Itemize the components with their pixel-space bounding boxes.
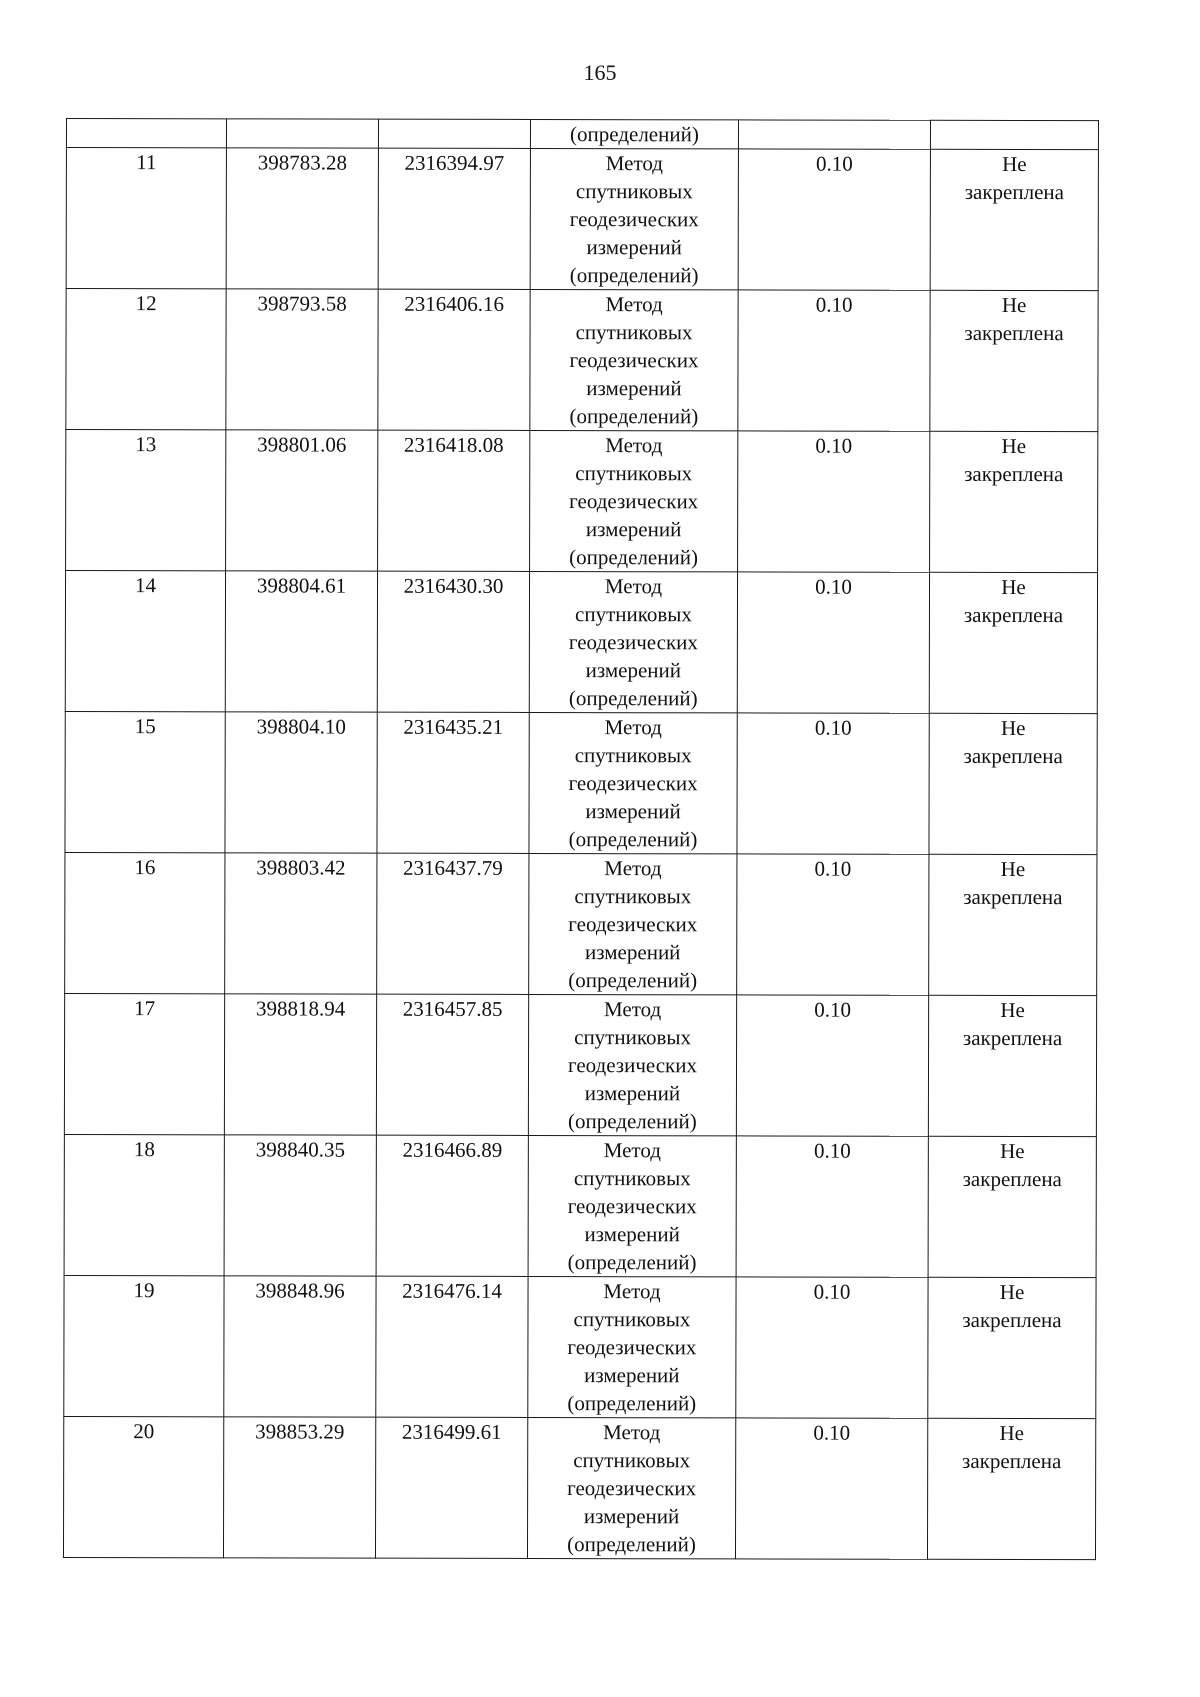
method-cell (530, 430, 738, 571)
x-text: 398783.28 (257, 150, 348, 175)
method-line: спутниковых (574, 602, 692, 627)
method-line: Метод (605, 433, 663, 458)
status-line: Не (1000, 715, 1026, 741)
table-row (66, 289, 1098, 432)
status-line: закреплена (962, 1307, 1062, 1333)
method-line: измерений (586, 235, 682, 260)
accuracy-cell (736, 1277, 928, 1418)
method-tail: (определений) (570, 122, 699, 147)
method-line: Метод (605, 151, 664, 176)
method-line: спутниковых (573, 1166, 691, 1191)
table-row (66, 430, 1098, 573)
method-cell (530, 148, 738, 289)
x-text: 398801.06 (257, 432, 347, 457)
x-cell (226, 148, 378, 289)
method-line: (определений) (569, 545, 698, 570)
continuation-row (66, 119, 1098, 150)
table-row (63, 1416, 1095, 1559)
x-cell (224, 1135, 376, 1276)
accuracy-cell (735, 1418, 927, 1559)
accuracy-text: 0.10 (814, 715, 852, 740)
method-line: (определений) (567, 1391, 697, 1416)
status-line: Не (1000, 1138, 1025, 1164)
method-line: Метод (604, 997, 662, 1022)
method-line: геодезических (569, 348, 699, 373)
accuracy-cell (737, 572, 929, 713)
method-line: Метод (604, 574, 663, 599)
method-line: геодезических (567, 1194, 697, 1219)
method-line: измерений (585, 940, 681, 965)
method-line: Метод (604, 856, 662, 881)
accuracy-text: 0.10 (815, 292, 853, 317)
point-cell (66, 119, 226, 148)
status-cell (930, 149, 1098, 290)
status-cell (927, 1418, 1095, 1559)
method-line: Метод (603, 1420, 661, 1445)
status-line: закреплена (964, 320, 1064, 346)
point-text: 19 (133, 1278, 155, 1303)
method-line: Метод (603, 1279, 661, 1304)
status-cell (930, 431, 1098, 572)
y-cell (377, 712, 529, 853)
method-line: Метод (603, 1138, 661, 1163)
method-cell (528, 994, 736, 1135)
point-cell (64, 1275, 224, 1416)
accuracy-cell (738, 120, 930, 149)
x-text: 398818.94 (255, 996, 346, 1021)
accuracy-cell (737, 713, 929, 854)
y-cell (376, 994, 528, 1135)
status-line: закреплена (963, 602, 1064, 628)
accuracy-text: 0.10 (816, 151, 853, 176)
x-cell (224, 1276, 376, 1417)
point-cell (66, 289, 226, 430)
method-line: геодезических (568, 912, 698, 937)
accuracy-text: 0.10 (815, 433, 853, 458)
accuracy-cell (738, 149, 930, 290)
method-line: геодезических (569, 489, 699, 514)
y-cell (377, 571, 529, 712)
point-text: 17 (134, 996, 156, 1021)
status-cell (930, 120, 1098, 149)
status-line: Не (1001, 292, 1027, 318)
x-text: 398853.29 (255, 1419, 345, 1444)
point-text: 16 (134, 855, 156, 880)
method-line: спутниковых (574, 1025, 692, 1050)
method-line: геодезических (568, 630, 698, 655)
point-text: 12 (135, 291, 157, 316)
method-line: спутниковых (573, 1307, 691, 1332)
status-line: закреплена (963, 743, 1063, 769)
method-cell (530, 289, 738, 430)
method-cell (529, 712, 737, 853)
status-cell (928, 995, 1096, 1136)
method-line: геодезических (568, 771, 698, 796)
x-text: 398793.58 (257, 291, 347, 316)
table-row (64, 1275, 1096, 1418)
table-body (63, 119, 1098, 1560)
y-text: 2316466.89 (402, 1137, 503, 1162)
status-line: закреплена (964, 179, 1064, 205)
accuracy-cell (736, 1136, 928, 1277)
method-line: Метод (605, 292, 663, 317)
status-line: закреплена (962, 1448, 1062, 1474)
accuracy-text: 0.10 (814, 856, 852, 881)
x-cell (225, 712, 377, 853)
method-line: измерений (586, 376, 682, 401)
point-cell (65, 571, 225, 712)
x-cell (225, 853, 377, 994)
page-number: 165 (583, 60, 617, 85)
point-cell (66, 430, 226, 571)
method-line: спутниковых (574, 743, 692, 768)
status-cell (929, 713, 1097, 854)
y-cell (378, 430, 530, 571)
point-text: 11 (136, 150, 157, 175)
x-text: 398848.96 (255, 1278, 345, 1303)
table-row (64, 1134, 1096, 1277)
x-text: 398804.10 (256, 714, 346, 739)
y-text: 2316435.21 (403, 714, 504, 739)
y-text: 2316394.97 (404, 150, 505, 175)
status-line: Не (1000, 856, 1026, 882)
method-line: спутниковых (575, 179, 693, 204)
status-cell (928, 1277, 1096, 1418)
status-cell (930, 290, 1098, 431)
status-line: Не (1000, 997, 1025, 1023)
method-line: (определений) (567, 1250, 697, 1275)
y-cell (377, 853, 529, 994)
method-line: спутниковых (574, 884, 692, 909)
y-text: 2316418.08 (403, 432, 504, 457)
x-text: 398840.35 (255, 1137, 345, 1162)
status-cell (929, 572, 1097, 713)
method-cell (529, 571, 737, 712)
table-row (65, 711, 1097, 854)
method-line: (определений) (567, 1532, 696, 1557)
y-cell (378, 289, 530, 430)
x-text: 398804.61 (256, 573, 347, 598)
y-cell (378, 148, 530, 289)
accuracy-cell (738, 431, 930, 572)
x-text: 398803.42 (256, 855, 346, 880)
y-text: 2316457.85 (402, 996, 503, 1021)
method-cell (529, 853, 737, 994)
method-line: измерений (584, 1222, 680, 1247)
point-cell (65, 852, 225, 993)
method-line: геодезических (569, 207, 699, 232)
status-line: закреплена (963, 884, 1063, 910)
point-text: 13 (135, 432, 157, 457)
y-cell (375, 1417, 527, 1558)
y-text: 2316430.30 (403, 573, 504, 598)
method-line: измерений (585, 799, 681, 824)
table-row (65, 571, 1097, 714)
method-line: спутниковых (575, 461, 693, 486)
accuracy-text: 0.10 (815, 574, 852, 599)
point-cell (63, 1416, 223, 1557)
point-cell (66, 148, 226, 289)
x-cell (226, 430, 378, 571)
method-line: геодезических (567, 1335, 697, 1360)
x-cell (226, 289, 378, 430)
table-row (65, 852, 1097, 995)
point-cell (65, 711, 225, 852)
status-line: закреплена (962, 1166, 1062, 1192)
y-text: 2316476.14 (402, 1278, 502, 1303)
method-line: спутниковых (575, 320, 693, 345)
status-line: Не (999, 1420, 1025, 1446)
accuracy-text: 0.10 (814, 997, 852, 1022)
method-line: (определений) (569, 404, 699, 429)
method-cell (528, 1135, 736, 1276)
method-line: измерений (584, 1363, 680, 1388)
point-text: 18 (133, 1137, 155, 1162)
point-cell (64, 993, 224, 1134)
x-cell (225, 571, 377, 712)
status-line: Не (1002, 151, 1027, 177)
point-text: 14 (134, 573, 157, 598)
accuracy-text: 0.10 (813, 1138, 851, 1163)
y-text: 2316437.79 (403, 855, 503, 880)
coordinates-table (63, 118, 1099, 1560)
method-line: измерений (585, 517, 682, 542)
method-line: Метод (604, 715, 662, 740)
table-row (66, 148, 1098, 291)
method-cell (528, 1276, 736, 1417)
y-cell (378, 119, 530, 148)
y-cell (376, 1276, 528, 1417)
x-cell (226, 119, 378, 148)
table-row (64, 993, 1096, 1136)
method-line: (определений) (568, 968, 698, 993)
status-line: Не (1001, 574, 1026, 600)
method-line: измерений (584, 1081, 681, 1106)
accuracy-cell (736, 995, 928, 1136)
method-line: измерений (583, 1504, 680, 1529)
method-line: (определений) (568, 686, 698, 711)
status-line: закреплена (962, 1025, 1063, 1051)
y-text: 2316499.61 (401, 1419, 502, 1444)
y-text: 2316406.16 (404, 291, 505, 316)
y-cell (376, 1135, 528, 1276)
accuracy-cell (738, 290, 930, 431)
status-line: Не (999, 1279, 1025, 1305)
point-text: 15 (134, 714, 156, 739)
status-cell (929, 854, 1097, 995)
point-cell (64, 1134, 224, 1275)
method-line: (определений) (569, 263, 699, 288)
method-cell (527, 1417, 735, 1558)
accuracy-cell (737, 854, 929, 995)
method-cell (530, 119, 738, 148)
status-cell (928, 1136, 1096, 1277)
method-line: спутниковых (573, 1448, 691, 1473)
accuracy-text: 0.10 (813, 1279, 851, 1304)
method-line: геодезических (567, 1053, 698, 1078)
x-cell (223, 1417, 375, 1558)
accuracy-text: 0.10 (813, 1420, 851, 1445)
method-line: (определений) (567, 1109, 697, 1134)
method-line: измерений (585, 658, 682, 683)
point-text: 20 (133, 1419, 155, 1444)
status-line: Не (1001, 433, 1027, 459)
status-line: закреплена (964, 461, 1064, 487)
method-line: геодезических (567, 1476, 697, 1501)
x-cell (224, 994, 376, 1135)
method-line: (определений) (568, 827, 698, 852)
